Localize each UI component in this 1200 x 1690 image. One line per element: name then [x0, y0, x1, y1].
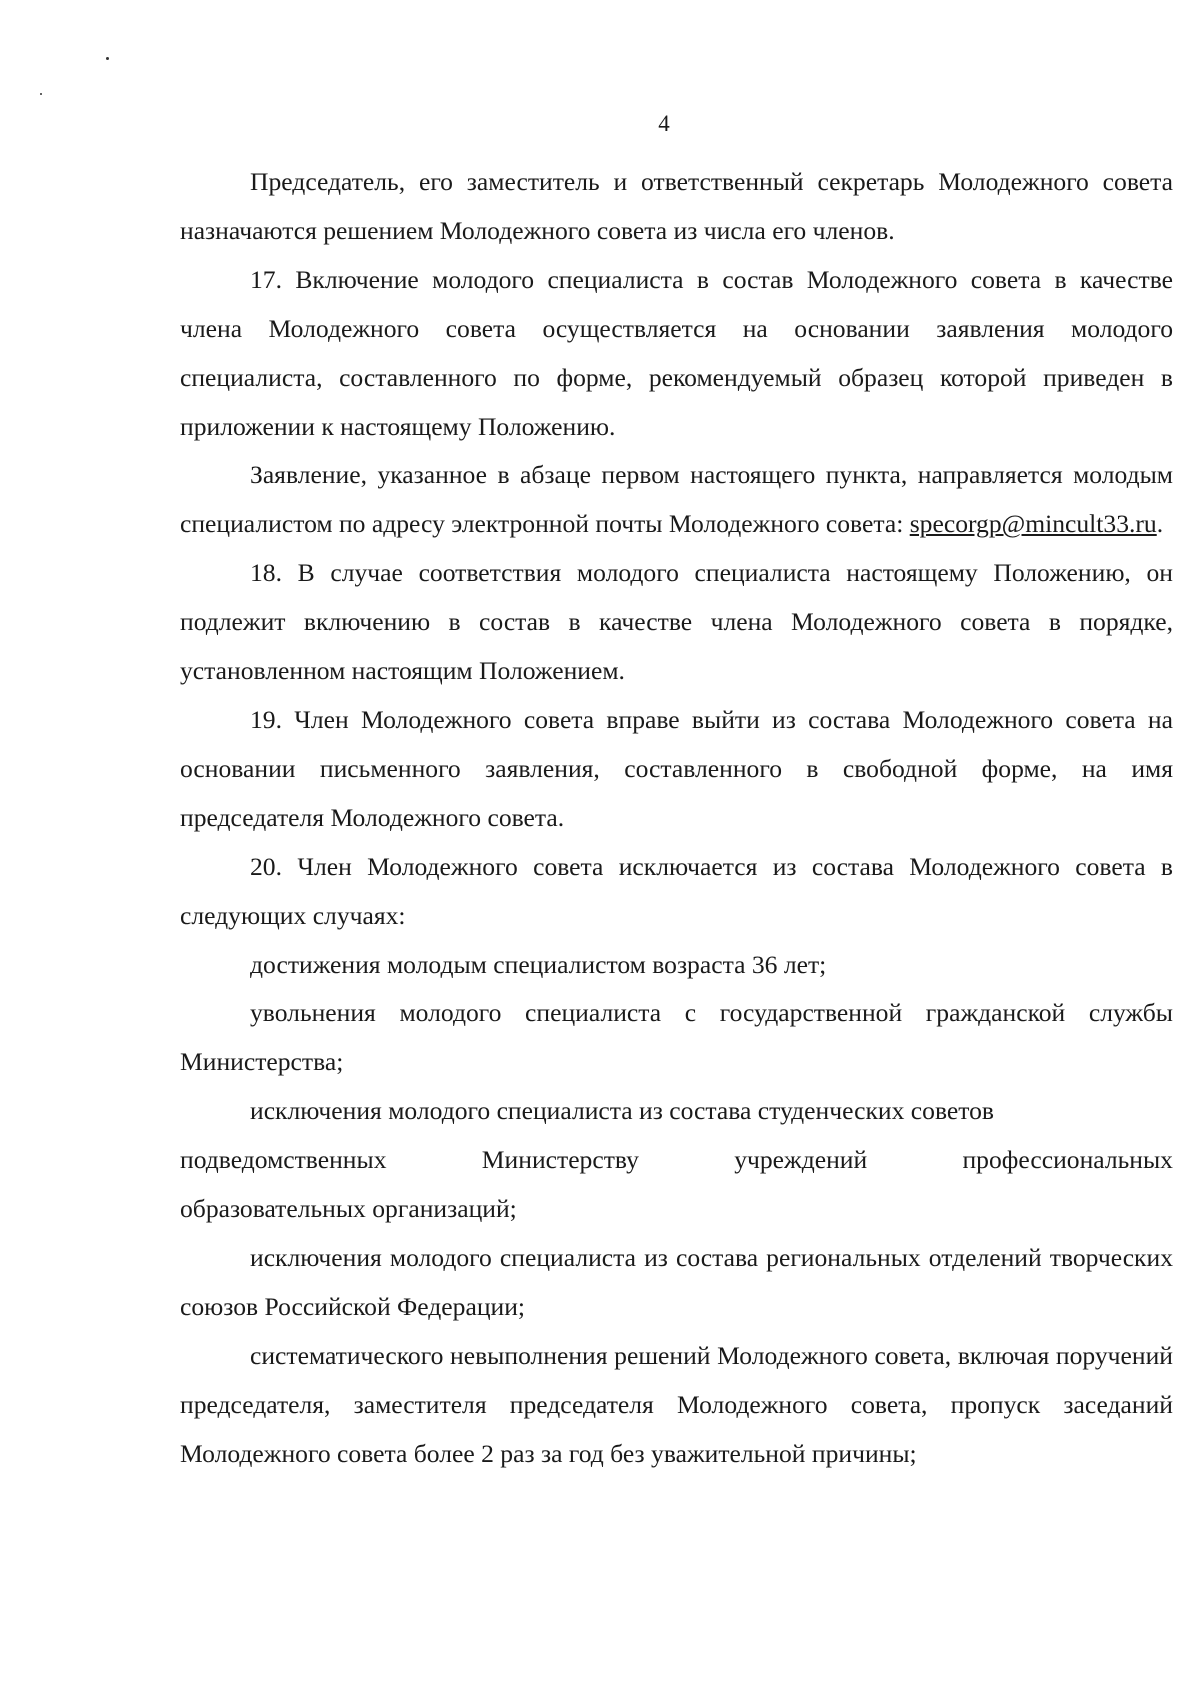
email-link[interactable]: specorgp@mincult33.ru [909, 509, 1157, 539]
list-item-age: достижения молодым специалистом возраста 36 лет; [250, 949, 827, 979]
paragraph-17: 17. Включение молодого специалиста в состав Молодежного совета в качестве члена Молодежного совета осуществляется на основании заявления молодого специалиста, составленного по форме, рекомендуемый образец которой приведен в приложении к настоящему Положению. [180, 264, 1173, 441]
list-item-student-council-end: образовательных организаций; [180, 1194, 517, 1224]
list-item-dismissal: увольнения молодого специалиста с государственной гражданской службы Министерства; [180, 998, 1173, 1077]
paragraph-19: 19. Член Молодежного совета вправе выйти из состава Молодежного совета на основании письменного заявления, составленного в свободной форме, на имя председателя Молодежного совета. [180, 704, 1173, 832]
scan-speck [40, 93, 42, 95]
list-item-systematic-failure: систематического невыполнения решений Молодежного совета, включая поручений председателя, заместителя председателя Молодежного совета, пропуск заседаний Молодежного совета более 2 раз за год без уважительной причины; [180, 1340, 1173, 1468]
paragraph-chair-appointment: Председатель, его заместитель и ответственный секретарь Молодежного совета назначаются решением Молодежного совета из числа его членов. [180, 167, 1173, 245]
list-item-student-council-line: исключения молодого специалиста из состава студенческих советов [250, 1096, 994, 1126]
word: Министерству [481, 1145, 639, 1175]
paragraph-18: 18. В случае соответствия молодого специалиста настоящему Положению, он подлежит включению в состав в качестве члена Молодежного совета в порядке, установленном настоящим Положением. [180, 558, 1173, 686]
paragraph-application-email [180, 451, 1173, 549]
list-item-creative-unions: исключения молодого специалиста из состава региональных отделений творческих союзов Российской Федерации; [180, 1242, 1173, 1321]
paragraph-text: Заявление, указанное в абзаце первом настоящего пункта, направляется молодым специалистом по адресу электронной почты Молодежного совета: [180, 460, 1173, 539]
word: учреждений [734, 1145, 868, 1175]
word: подведомственных [180, 1145, 387, 1175]
paragraph-period: . [1156, 509, 1164, 539]
list-item-student-council-spread-line [180, 1136, 1173, 1185]
paragraph-20: 20. Член Молодежного совета исключается из состава Молодежного совета в следующих случаях: [180, 851, 1173, 930]
word: профессиональных [962, 1145, 1173, 1175]
scan-speck [106, 57, 109, 60]
page-number: 4 [658, 111, 670, 136]
document-body [180, 158, 1173, 1478]
